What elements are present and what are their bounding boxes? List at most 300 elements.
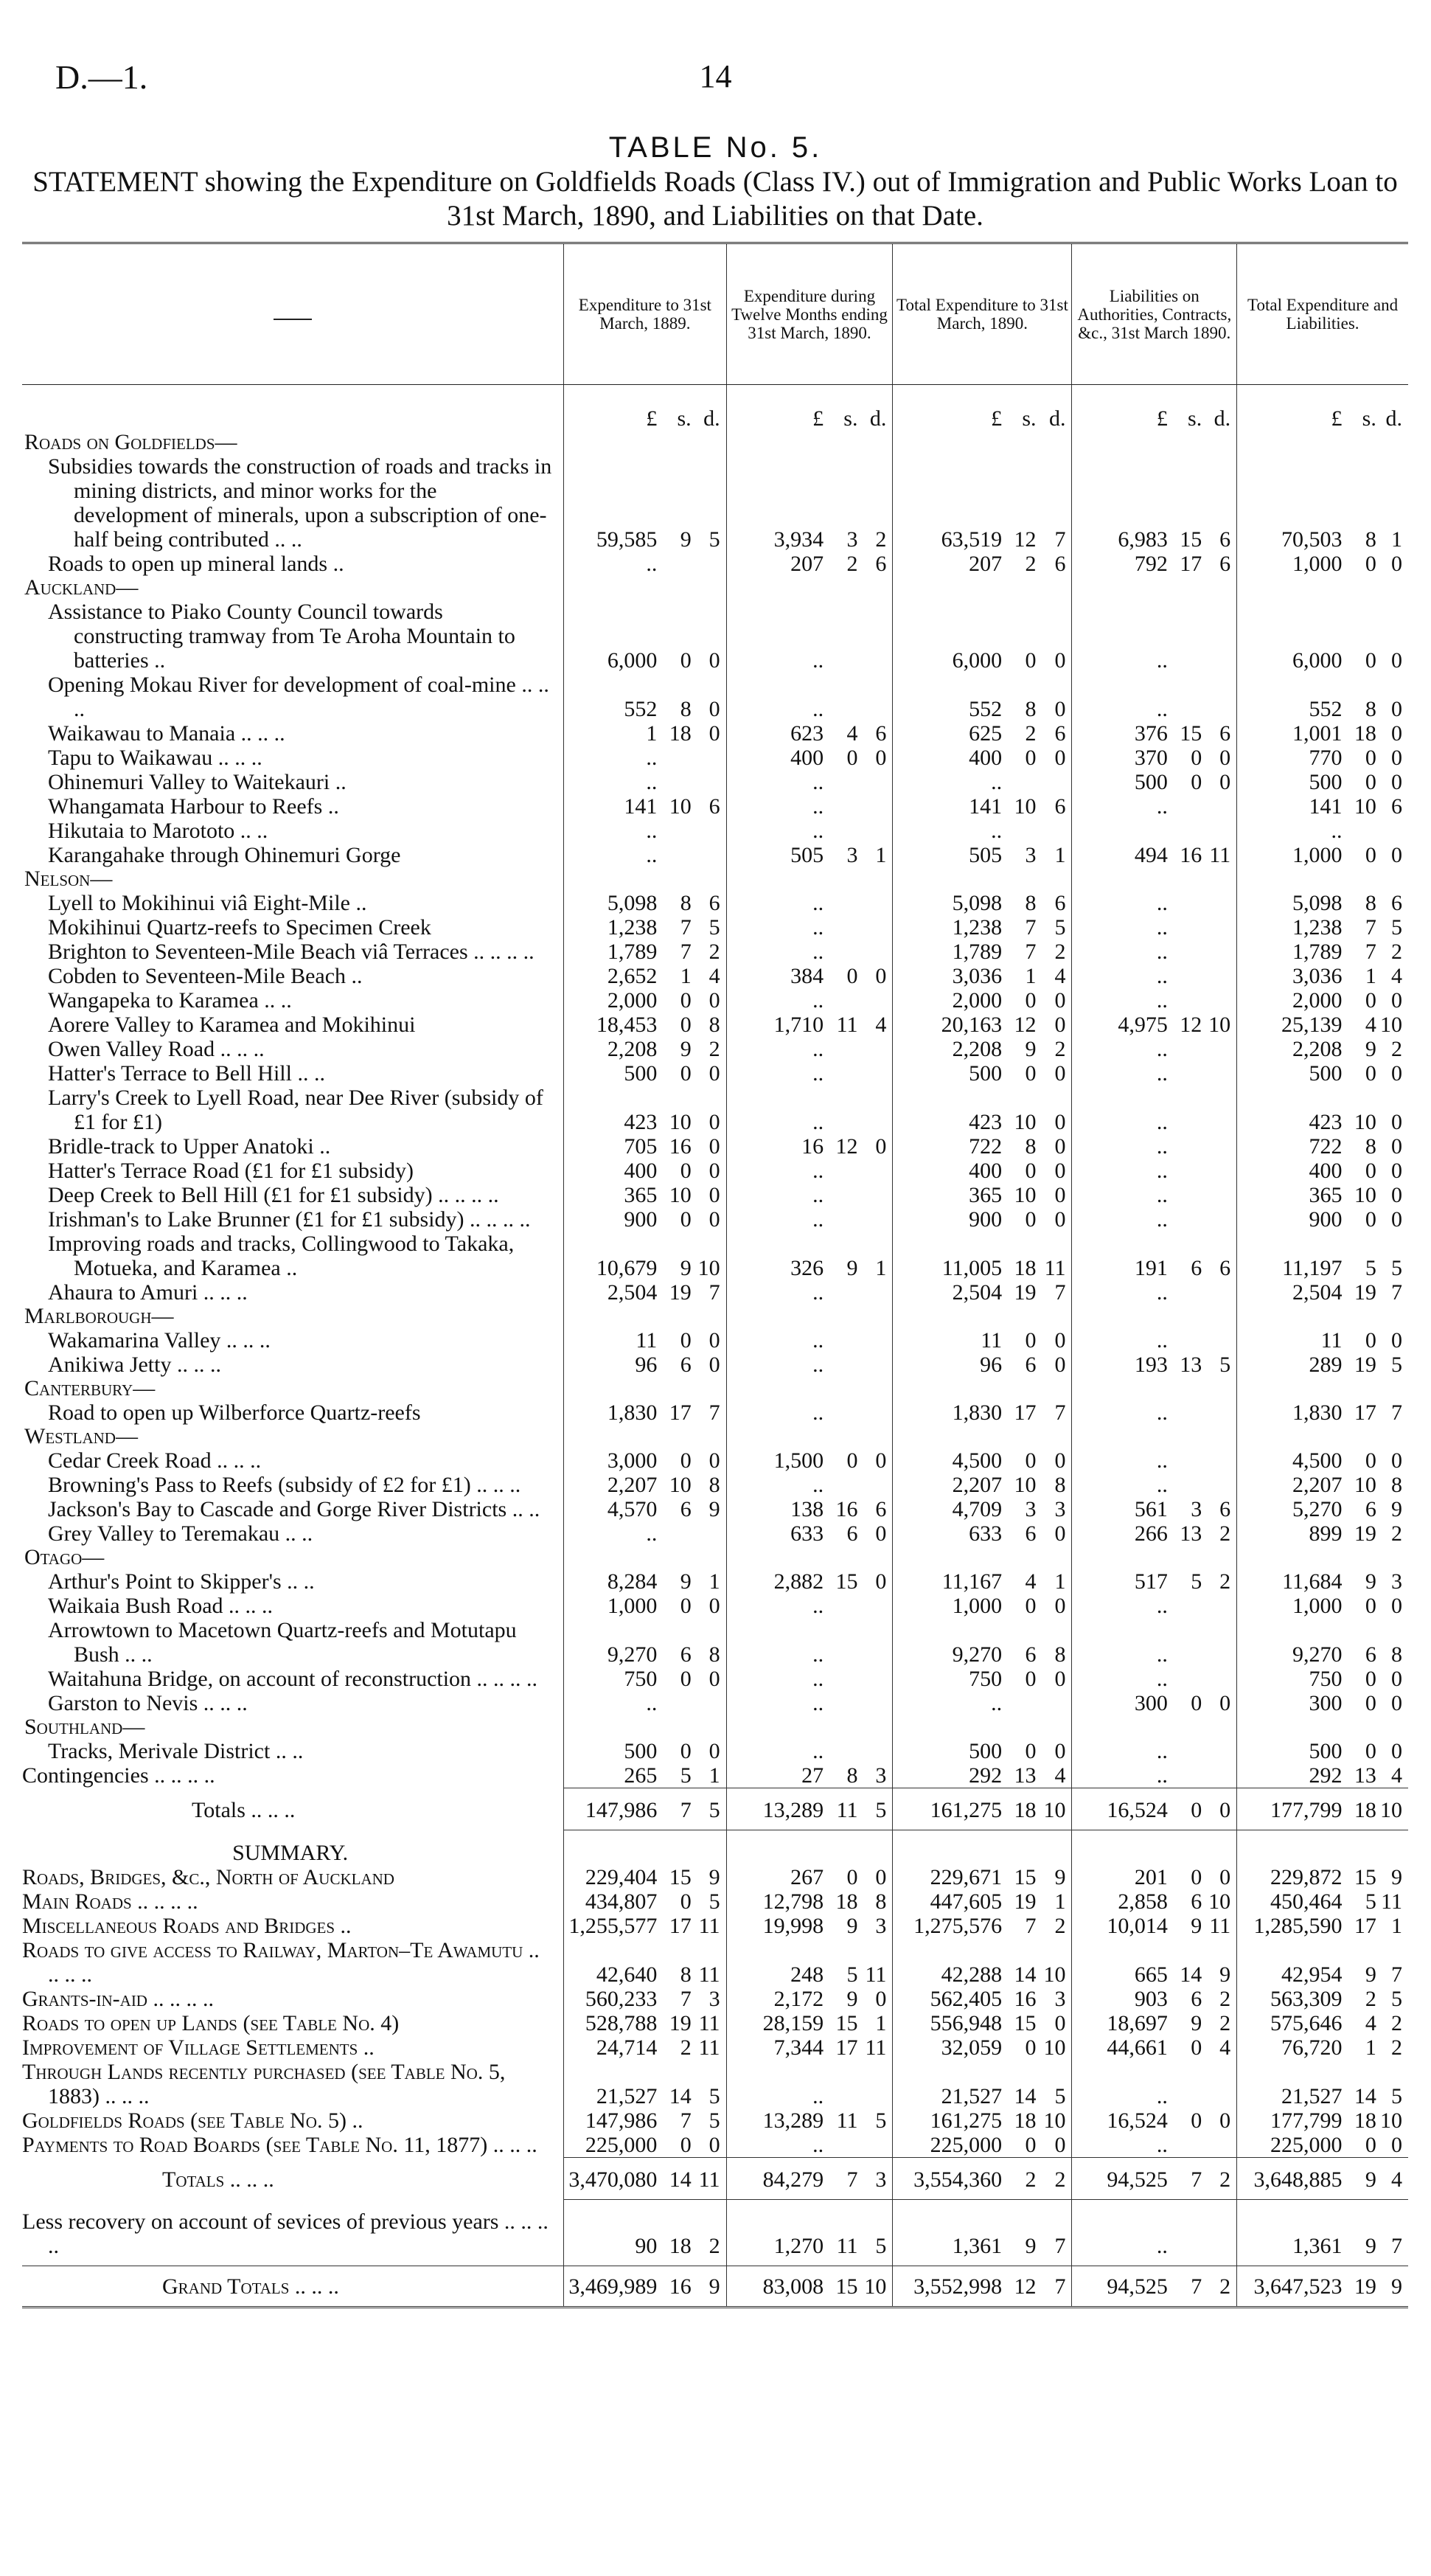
amount-pence: 0	[1219, 1691, 1231, 1715]
page-reference: D.—1.	[55, 58, 148, 96]
amount-pence	[1203, 600, 1236, 673]
amount-pence	[859, 1473, 892, 1497]
amount-pence: 9	[708, 1865, 720, 1889]
amount-pence	[859, 988, 892, 1013]
amount-shillings: 9	[680, 1037, 692, 1061]
amount-shillings: 18	[1014, 1256, 1037, 1280]
amount-pence: 11	[865, 2035, 887, 2060]
amount-pence: 0	[1203, 1788, 1236, 1830]
amount-pence: 0	[1391, 843, 1402, 867]
section-heading: Westland—	[24, 1425, 138, 1448]
amount-pence	[859, 1594, 892, 1618]
amount-pence	[1203, 1667, 1236, 1691]
amount-pence: 2	[1054, 1037, 1066, 1061]
amount-pence	[1203, 1328, 1236, 1353]
amount-pence: 11	[698, 1914, 720, 1938]
amount-shillings	[1170, 1183, 1203, 1207]
table-row	[22, 1232, 1408, 1280]
amount-pounds: ..	[1072, 1134, 1170, 1159]
amount-pounds: ..	[1072, 1473, 1170, 1497]
amount-pence: 0	[1054, 1159, 1066, 1183]
amount-pence: 7	[1391, 1280, 1402, 1305]
amount-pounds: 42,640	[564, 1938, 660, 1987]
amount-pounds: 289	[1237, 1353, 1345, 1377]
amount-pence: 2	[1391, 1037, 1402, 1061]
amount-pounds: 899	[1237, 1521, 1345, 1546]
amount-pounds: ..	[1072, 1061, 1170, 1086]
section-row	[22, 1715, 1408, 1739]
amount-shillings: 0	[1365, 1207, 1376, 1232]
amount-pounds: 2,504	[893, 1280, 1004, 1305]
amount-shillings: 8	[1025, 891, 1037, 915]
amount-pounds: 11	[893, 1328, 1004, 1353]
amount-shillings: 19	[1354, 1280, 1376, 1305]
row-description: Mokihinui Quartz-reefs to Specimen Creek	[48, 915, 431, 940]
amount-shillings: 0	[846, 1865, 858, 1889]
amount-shillings: 17	[835, 2035, 858, 2060]
amount-pounds: 370	[1072, 746, 1170, 770]
amount-pence: 3	[1391, 1569, 1402, 1594]
row-description: Hikutaia to Marototo .. ..	[48, 819, 268, 843]
amount-pence: 7	[1378, 2199, 1408, 2266]
amount-pounds: ..	[1072, 1183, 1170, 1207]
amount-pounds: 229,404	[564, 1865, 660, 1889]
amount-pounds: 11	[564, 1328, 660, 1353]
amount-pounds: 900	[564, 1207, 660, 1232]
amount-pounds: 248	[726, 1938, 826, 1987]
amount-pounds: 500	[893, 1739, 1004, 1763]
row-description: Wangapeka to Karamea .. ..	[48, 988, 292, 1013]
amount-shillings: 2	[680, 2035, 692, 2060]
amount-pounds: 21,527	[564, 2060, 660, 2108]
amount-shillings: 7	[680, 940, 692, 964]
amount-pounds: 4,709	[893, 1497, 1004, 1521]
amount-shillings: 7	[1025, 1914, 1037, 1938]
amount-pounds: 5,098	[893, 891, 1004, 915]
amount-pounds: 365	[564, 1183, 660, 1207]
amount-pounds: ..	[1072, 1594, 1170, 1618]
amount-shillings	[1170, 1448, 1203, 1473]
amount-pounds: 161,275	[893, 1788, 1004, 1830]
amount-pence: 0	[1219, 1865, 1231, 1889]
amount-shillings: 3	[846, 843, 858, 867]
page-number: 14	[699, 58, 732, 94]
row-description: Improving roads and tracks, Collingwood to Takaka, Motueka, and Karamea ..	[48, 1232, 515, 1280]
amount-pounds: ..	[1072, 1207, 1170, 1232]
amount-pounds: ..	[726, 988, 826, 1013]
amount-shillings: 0	[680, 1667, 692, 1691]
amount-pence: 0	[1391, 721, 1402, 746]
amount-shillings: 19	[669, 1280, 692, 1305]
amount-shillings: 0	[680, 988, 692, 1013]
amount-pence: 9	[1391, 1865, 1402, 1889]
amount-pence: 0	[875, 1987, 887, 2011]
amount-pounds: 13,289	[726, 1788, 826, 1830]
amount-pounds: 2,858	[1072, 1889, 1170, 1914]
amount-shillings: 16	[1014, 1987, 1037, 2011]
amount-pence: 5	[693, 1788, 726, 1830]
amount-pounds: 528,788	[564, 2011, 660, 2035]
amount-pence	[1203, 1739, 1236, 1763]
amount-pounds: 900	[893, 1207, 1004, 1232]
amount-pence: 5	[1391, 1353, 1402, 1377]
amount-pounds: 4,975	[1072, 1013, 1170, 1037]
amount-pence: 0	[1054, 697, 1066, 721]
amount-shillings	[1170, 1763, 1203, 1788]
amount-pounds: 552	[1237, 673, 1345, 721]
amount-pence: 1	[1391, 527, 1402, 552]
amount-pounds: 2,207	[1237, 1473, 1345, 1497]
amount-pence: 5	[859, 1788, 892, 1830]
table-row	[22, 1594, 1408, 1618]
amount-pence: 0	[708, 1739, 720, 1763]
amount-pence: 9	[1054, 1865, 1066, 1889]
amount-pounds: 3,552,998	[893, 2266, 1004, 2308]
amount-shillings: 7	[1025, 915, 1037, 940]
amount-pounds: 500	[564, 1061, 660, 1086]
amount-pence	[859, 673, 892, 721]
amount-shillings: 8	[1365, 1134, 1376, 1159]
amount-shillings	[826, 600, 859, 673]
amount-pounds: 447,605	[893, 1889, 1004, 1914]
row-description: Whangamata Harbour to Reefs ..	[48, 794, 339, 819]
amount-shillings: 0	[680, 1739, 692, 1763]
amount-pence: 5	[708, 527, 720, 552]
amount-shillings: 0	[680, 1889, 692, 1914]
amount-shillings: 12	[1180, 1013, 1202, 1037]
row-description: Tapu to Waikawau .. .. ..	[48, 746, 262, 770]
amount-pounds: ..	[893, 819, 1004, 843]
amount-shillings: 11	[826, 2199, 859, 2266]
amount-shillings: 18	[1354, 2108, 1376, 2133]
amount-pence: 3	[859, 2157, 892, 2199]
amount-pence: 5	[859, 2199, 892, 2266]
section-row	[22, 431, 1408, 454]
amount-shillings	[826, 1400, 859, 1425]
amount-shillings	[1170, 819, 1203, 843]
amount-shillings: 10	[1014, 1110, 1037, 1134]
amount-pence: 0	[1054, 2011, 1066, 2035]
amount-pounds: 1,275,576	[893, 1914, 1004, 1938]
amount-pounds: 1	[564, 721, 660, 746]
amount-shillings	[1170, 1400, 1203, 1425]
amount-shillings	[826, 891, 859, 915]
amount-shillings: 0	[1025, 1448, 1037, 1473]
amount-shillings: 0	[1365, 988, 1376, 1013]
amount-pence: 6	[875, 1497, 887, 1521]
amount-pounds: 3,036	[893, 964, 1004, 988]
amount-pence	[1203, 964, 1236, 988]
amount-shillings	[826, 2060, 859, 2108]
amount-shillings: 10	[1354, 1110, 1376, 1134]
amount-pounds: 3,000	[564, 1448, 660, 1473]
amount-shillings: 14	[659, 2157, 692, 2199]
amount-shillings: 1	[1025, 964, 1037, 988]
amount-pounds: 32,059	[893, 2035, 1004, 2060]
amount-pence	[859, 1328, 892, 1353]
amount-pence: 5	[1219, 1353, 1231, 1377]
amount-shillings: 15	[1180, 527, 1202, 552]
amount-pence: 0	[1219, 2108, 1231, 2133]
amount-pence	[1203, 2060, 1236, 2108]
amount-pence	[859, 1280, 892, 1305]
amount-pence	[1038, 819, 1072, 843]
amount-shillings: 9	[846, 1914, 858, 1938]
amount-shillings: 0	[1191, 1865, 1202, 1889]
table-row	[22, 1086, 1408, 1134]
amount-shillings: 17	[1354, 1914, 1376, 1938]
amount-shillings: 14	[1354, 2084, 1376, 2108]
amount-shillings: 14	[1014, 2084, 1037, 2108]
amount-pence	[859, 1086, 892, 1134]
amount-pounds: 3,648,885	[1237, 2157, 1345, 2199]
amount-pence	[859, 819, 892, 843]
amount-pence: 10	[1378, 1788, 1408, 1830]
amount-pounds: 500	[1072, 770, 1170, 794]
amount-pounds: 11	[1237, 1328, 1345, 1353]
section-row	[22, 867, 1408, 891]
amount-pounds: 2,652	[564, 964, 660, 988]
amount-pounds: ..	[1072, 891, 1170, 915]
amount-pounds: 11,684	[1237, 1569, 1345, 1594]
row-description: Karangahake through Ohinemuri Gorge	[48, 843, 401, 867]
amount-pounds: 1,789	[1237, 940, 1345, 964]
amount-pounds: 21,527	[1237, 2060, 1345, 2108]
amount-shillings: 11	[836, 1013, 858, 1037]
amount-pounds: 18,453	[564, 1013, 660, 1037]
amount-pounds: 16	[726, 1134, 826, 1159]
amount-pounds: 560,233	[564, 1987, 660, 2011]
amount-pounds: 3,470,080	[564, 2157, 660, 2199]
amount-pence: 2	[1038, 2157, 1072, 2199]
amount-pounds: 750	[564, 1667, 660, 1691]
amount-shillings: 0	[1191, 1691, 1202, 1715]
amount-pounds: 1,789	[564, 940, 660, 964]
amount-pounds: ..	[726, 600, 826, 673]
amount-pounds: 6,000	[1237, 600, 1345, 673]
amount-pounds: 1,000	[893, 1594, 1004, 1618]
amount-pounds: 191	[1072, 1232, 1170, 1280]
amount-pence: 6	[1054, 794, 1066, 819]
amount-shillings: 17	[1180, 552, 1202, 576]
amount-pence	[1203, 1618, 1236, 1667]
amount-pence	[1203, 1473, 1236, 1497]
amount-pence: 4	[875, 1013, 887, 1037]
row-description: Brighton to Seventeen-Mile Beach viâ Terraces .. .. .. ..	[48, 940, 535, 964]
amount-pence: 0	[1054, 2133, 1066, 2157]
amount-pounds: 1,000	[1237, 552, 1345, 576]
amount-shillings: 8	[680, 1962, 692, 1987]
amount-pounds: ..	[564, 819, 660, 843]
amount-shillings	[826, 1086, 859, 1134]
summary-totals-row	[22, 2157, 1408, 2199]
amount-shillings: 9	[680, 1569, 692, 1594]
row-description: Hatter's Terrace to Bell Hill .. ..	[48, 1061, 325, 1086]
amount-shillings: 8	[1365, 697, 1376, 721]
amount-pence: 7	[1038, 2266, 1072, 2308]
amount-pounds: 1,361	[893, 2199, 1004, 2266]
amount-shillings	[1170, 1667, 1203, 1691]
amount-shillings: 0	[846, 964, 858, 988]
table-row	[22, 1400, 1408, 1425]
amount-pence: 8	[708, 1013, 720, 1037]
amount-pounds: ..	[1072, 1086, 1170, 1134]
amount-shillings	[826, 1353, 859, 1377]
amount-pence: 0	[1391, 1061, 1402, 1086]
amount-pence	[1203, 1134, 1236, 1159]
amount-pence: 5	[708, 2084, 720, 2108]
amount-pence: 9	[1378, 2266, 1408, 2308]
amount-pounds: 423	[564, 1086, 660, 1134]
amount-pounds: 722	[1237, 1134, 1345, 1159]
amount-shillings: 9	[680, 527, 692, 552]
amount-pounds: 1,238	[893, 915, 1004, 940]
amount-pounds: 6,000	[564, 600, 660, 673]
amount-shillings: 2	[846, 552, 858, 576]
amount-shillings: 1	[1365, 964, 1376, 988]
amount-pounds: ..	[564, 1521, 660, 1546]
row-description: Aorere Valley to Karamea and Mokihinui	[48, 1013, 416, 1037]
summary-description: Roads, Bridges, &c., North of Auckland	[22, 1865, 394, 1889]
amount-pence: 0	[1054, 1110, 1066, 1134]
summary-row	[22, 2108, 1408, 2133]
amount-pence: 10	[859, 2266, 892, 2308]
table-row	[22, 843, 1408, 867]
amount-pence	[693, 1691, 726, 1715]
row-description: Browning's Pass to Reefs (subsidy of £2 for £1) .. .. ..	[48, 1473, 521, 1497]
amount-pounds: 1,789	[893, 940, 1004, 964]
summary-description: Miscellaneous Roads and Bridges ..	[22, 1914, 352, 1938]
amount-pounds: 1,238	[1237, 915, 1345, 940]
amount-shillings: 3	[1025, 1497, 1037, 1521]
amount-shillings	[1004, 819, 1037, 843]
amount-pounds: ..	[564, 1691, 660, 1715]
amount-pounds: 750	[1237, 1667, 1345, 1691]
amount-pounds: 207	[893, 552, 1004, 576]
amount-pence	[859, 794, 892, 819]
amount-pounds: 505	[726, 843, 826, 867]
amount-pounds: 28,159	[726, 2011, 826, 2035]
table-row	[22, 1739, 1408, 1763]
amount-pence: 0	[708, 1110, 720, 1134]
table-row	[22, 964, 1408, 988]
amount-pounds: ..	[726, 819, 826, 843]
table-row	[22, 1521, 1408, 1546]
amount-pounds: ..	[726, 1618, 826, 1667]
amount-pence: 0	[1391, 1207, 1402, 1232]
amount-pounds: 903	[1072, 1987, 1170, 2011]
amount-pence: 0	[1391, 552, 1402, 576]
amount-shillings	[1170, 964, 1203, 988]
amount-pence: 0	[708, 988, 720, 1013]
amount-shillings: 9	[1344, 2199, 1377, 2266]
amount-pence: 9	[1391, 1497, 1402, 1521]
amount-pounds: ..	[1072, 1739, 1170, 1763]
summary-description: Roads to open up Lands (see Table No. 4)	[22, 2011, 400, 2035]
amount-pounds: ..	[726, 2060, 826, 2108]
amount-shillings: 0	[1365, 2133, 1376, 2157]
table-row	[22, 1473, 1408, 1497]
amount-shillings: 6	[1191, 1256, 1202, 1280]
amount-pence: 0	[1391, 1159, 1402, 1183]
amount-shillings: 9	[1191, 2011, 1202, 2035]
amount-pounds: 3,934	[726, 454, 826, 552]
amount-pounds: 96	[893, 1353, 1004, 1377]
amount-pence: 2	[1391, 2035, 1402, 2060]
amount-shillings: 0	[1025, 1594, 1037, 1618]
amount-pence: 8	[708, 1473, 720, 1497]
amount-shillings: 0	[1025, 2133, 1037, 2157]
amount-pounds: 76,720	[1237, 2035, 1345, 2060]
table-row	[22, 1618, 1408, 1667]
amount-shillings: 7	[1025, 940, 1037, 964]
amount-pence: 0	[875, 1569, 887, 1594]
summary-description: Goldfields Roads (see Table No. 5) ..	[22, 2108, 363, 2133]
amount-pounds: 6,983	[1072, 454, 1170, 552]
table-row	[22, 891, 1408, 915]
amount-shillings: 7	[680, 2108, 692, 2133]
amount-pence: 0	[708, 1061, 720, 1086]
amount-shillings	[826, 2133, 859, 2157]
amount-pence: 11	[698, 1962, 720, 1987]
description-header	[22, 243, 564, 385]
table-row	[22, 1328, 1408, 1353]
amount-shillings: 9	[1025, 1037, 1037, 1061]
amount-shillings: 7	[1170, 2266, 1203, 2308]
amount-shillings: 5	[1365, 1889, 1376, 1914]
row-description: Subsidies towards the construction of roads and tracks in mining districts, and minor works for the development of minerals, upon a subscription of one-half being contributed .. ..	[48, 454, 552, 552]
amount-pence: 4	[1391, 1763, 1402, 1788]
summary-row	[22, 1889, 1408, 1914]
amount-pounds: 3,036	[1237, 964, 1345, 988]
amount-pounds: 147,986	[564, 2108, 660, 2133]
unit-shillings: s.	[1188, 406, 1202, 431]
amount-pounds: 207	[726, 552, 826, 576]
amount-shillings: 0	[1365, 770, 1376, 794]
amount-pence	[1203, 794, 1236, 819]
amount-pence: 0	[875, 1134, 887, 1159]
amount-shillings: 7	[680, 1987, 692, 2011]
unit-shillings: s.	[843, 406, 858, 431]
amount-shillings	[826, 1594, 859, 1618]
amount-shillings: 9	[1365, 1037, 1376, 1061]
amount-shillings: 10	[1014, 1473, 1037, 1497]
amount-shillings	[1004, 1691, 1037, 1715]
amount-shillings: 0	[1191, 2108, 1202, 2133]
amount-shillings: 0	[680, 648, 692, 673]
amount-shillings: 16	[659, 2266, 692, 2308]
amount-pence: 10	[1043, 1962, 1066, 1987]
amount-pence: 10	[1038, 1788, 1072, 1830]
amount-pence: 6	[1219, 527, 1231, 552]
amount-shillings	[826, 1037, 859, 1061]
amount-pounds: ..	[726, 1353, 826, 1377]
section-heading: Roads on Goldfields—	[24, 431, 237, 454]
amount-pence	[1203, 1159, 1236, 1183]
amount-shillings: 0	[1191, 746, 1202, 770]
amount-pounds: ..	[1072, 794, 1170, 819]
amount-pence: 5	[1391, 1987, 1402, 2011]
amount-pounds: 625	[893, 721, 1004, 746]
amount-pence: 4	[1391, 964, 1402, 988]
amount-pounds: 5,098	[564, 891, 660, 915]
amount-shillings: 4	[1365, 1013, 1376, 1037]
amount-pounds: 201	[1072, 1865, 1170, 1889]
amount-pounds: 750	[893, 1667, 1004, 1691]
amount-pence: 2	[1203, 2157, 1236, 2199]
amount-pence: 10	[1380, 2108, 1402, 2133]
grand-totals-row	[22, 2266, 1408, 2308]
